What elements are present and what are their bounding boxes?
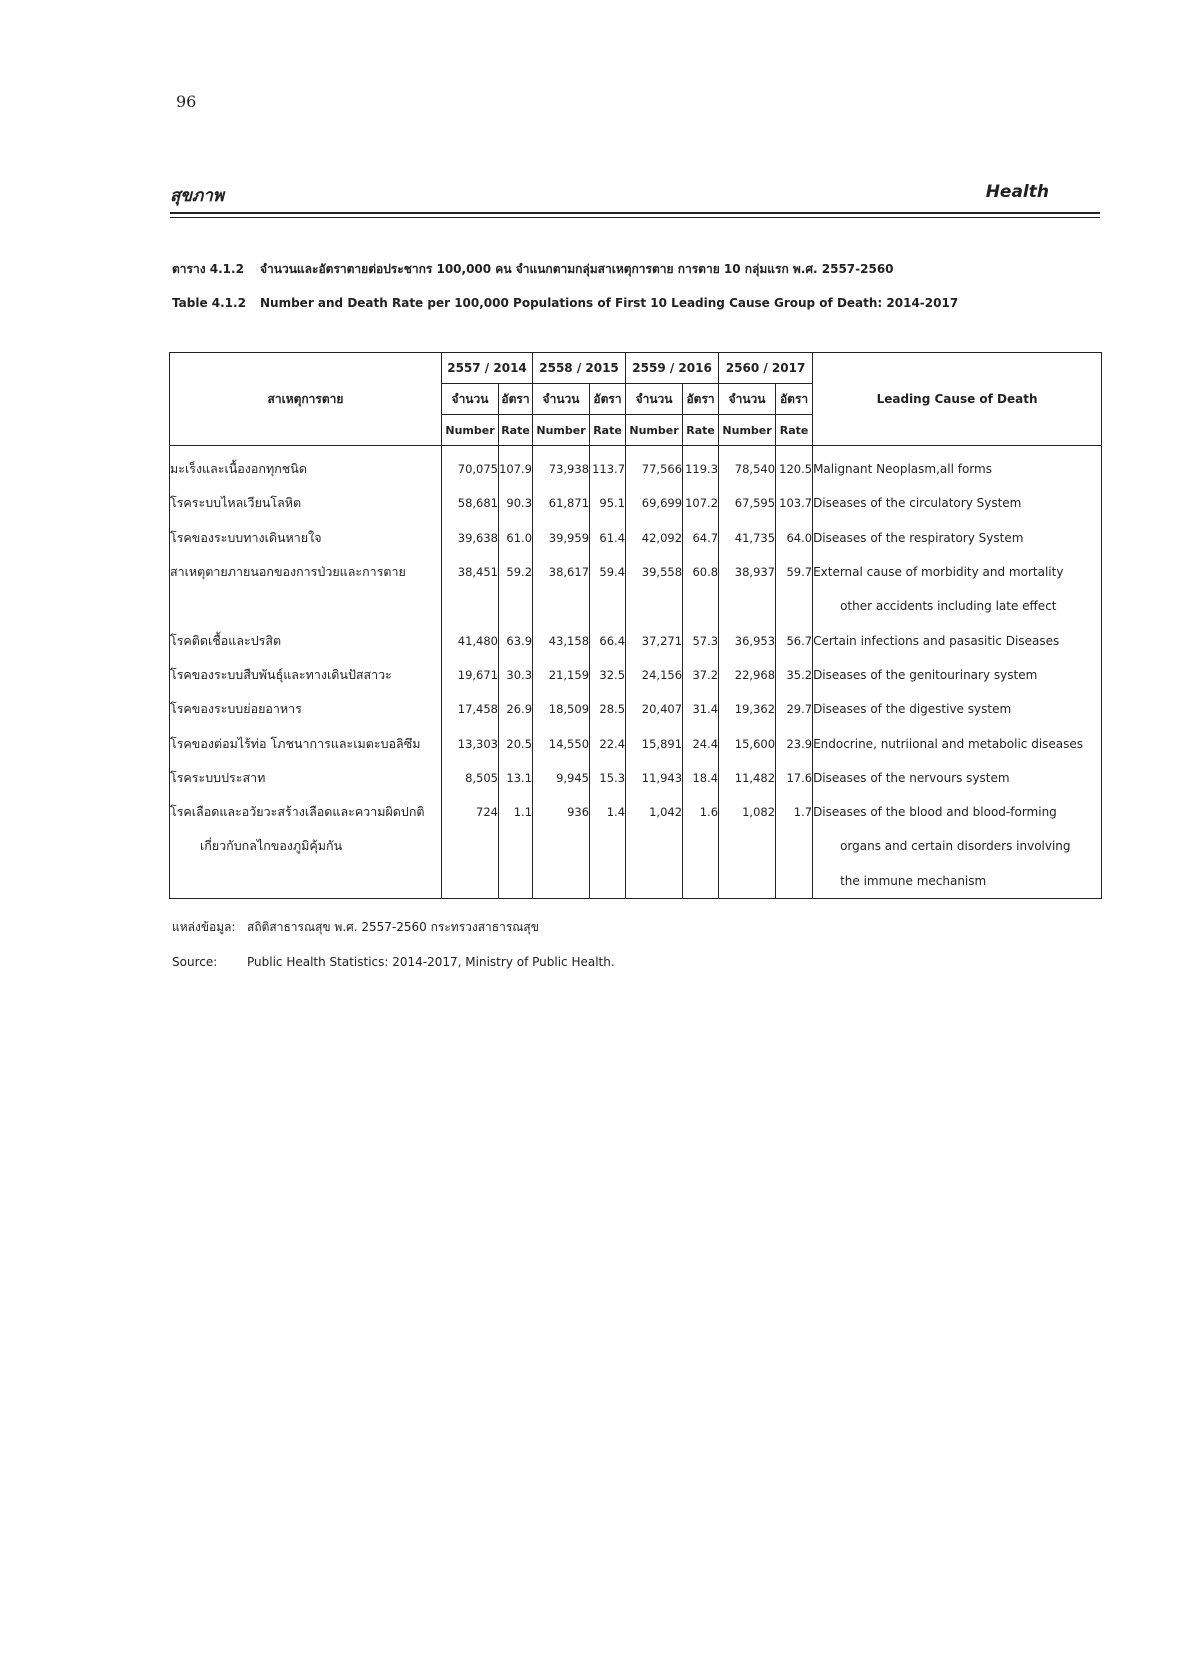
rate-cell: 1.4 bbox=[590, 795, 626, 829]
number-cell bbox=[719, 864, 776, 899]
table-row bbox=[170, 486, 1102, 520]
rate-cell: 95.1 bbox=[590, 486, 626, 520]
number-cell: 38,937 bbox=[719, 555, 776, 589]
cause-english-cell: Diseases of the nervours system bbox=[813, 761, 1102, 795]
number-cell: 19,362 bbox=[719, 692, 776, 726]
rate-cell: 32.5 bbox=[590, 658, 626, 692]
number-cell: 19,671 bbox=[442, 658, 499, 692]
source-english bbox=[172, 955, 615, 969]
number-english-header: Number bbox=[626, 415, 683, 446]
cause-english-cell: Diseases of the genitourinary system bbox=[813, 658, 1102, 692]
number-cell: 15,600 bbox=[719, 726, 776, 760]
table-row bbox=[170, 795, 1102, 829]
header-rule-thick bbox=[170, 212, 1100, 214]
rate-cell: 24.4 bbox=[683, 726, 719, 760]
number-cell: 11,482 bbox=[719, 761, 776, 795]
table-row bbox=[170, 658, 1102, 692]
rate-cell: 60.8 bbox=[683, 555, 719, 589]
cause-english-cell: Certain infections and pasasitic Diseases bbox=[813, 623, 1102, 657]
rate-cell bbox=[683, 864, 719, 899]
number-cell: 38,451 bbox=[442, 555, 499, 589]
rate-cell: 29.7 bbox=[776, 692, 813, 726]
rate-cell bbox=[499, 589, 533, 623]
rate-cell: 31.4 bbox=[683, 692, 719, 726]
number-english-header: Number bbox=[533, 415, 590, 446]
rate-cell: 30.3 bbox=[499, 658, 533, 692]
cause-thai-cell: โรคของระบบสืบพันธุ์และทางเดินปัสสาวะ bbox=[170, 658, 442, 692]
rate-cell bbox=[590, 589, 626, 623]
source-thai bbox=[172, 918, 539, 937]
table-row bbox=[170, 829, 1102, 863]
number-thai-header: จำนวน bbox=[533, 384, 590, 415]
rate-cell bbox=[776, 589, 813, 623]
number-cell: 724 bbox=[442, 795, 499, 829]
number-english-header: Number bbox=[442, 415, 499, 446]
number-cell bbox=[442, 829, 499, 863]
rate-cell: 119.3 bbox=[683, 446, 719, 487]
rate-cell bbox=[776, 864, 813, 899]
source-thai-text: สถิติสาธารณสุข พ.ศ. 2557-2560 กระทรวงสาธารณสุข bbox=[247, 920, 539, 934]
rate-cell bbox=[590, 829, 626, 863]
page-number: 96 bbox=[176, 92, 197, 111]
number-cell bbox=[719, 589, 776, 623]
cause-english-cell: other accidents including late effect bbox=[813, 589, 1102, 623]
rate-cell: 18.4 bbox=[683, 761, 719, 795]
rate-cell: 23.9 bbox=[776, 726, 813, 760]
table-row bbox=[170, 555, 1102, 589]
number-cell: 15,891 bbox=[626, 726, 683, 760]
rate-cell: 1.6 bbox=[683, 795, 719, 829]
number-cell bbox=[626, 829, 683, 863]
rate-english-header: Rate bbox=[499, 415, 533, 446]
rate-cell: 61.0 bbox=[499, 521, 533, 555]
number-thai-header: จำนวน bbox=[719, 384, 776, 415]
number-cell bbox=[533, 589, 590, 623]
number-cell bbox=[533, 864, 590, 899]
number-cell: 1,042 bbox=[626, 795, 683, 829]
death-rate-table bbox=[169, 352, 1102, 899]
rate-english-header: Rate bbox=[590, 415, 626, 446]
number-cell: 18,509 bbox=[533, 692, 590, 726]
year-header: 2558 / 2015 bbox=[533, 353, 626, 384]
rate-thai-header: อัตรา bbox=[683, 384, 719, 415]
number-thai-header: จำนวน bbox=[626, 384, 683, 415]
cause-thai-cell: โรคเลือดและอวัยวะสร้างเลือดและความผิดปกติ bbox=[170, 795, 442, 829]
cause-thai-header: สาเหตุการตาย bbox=[170, 353, 442, 446]
number-cell bbox=[533, 829, 590, 863]
cause-english-cell: the immune mechanism bbox=[813, 864, 1102, 899]
rate-cell: 64.7 bbox=[683, 521, 719, 555]
number-cell: 21,159 bbox=[533, 658, 590, 692]
table-row bbox=[170, 446, 1102, 487]
number-cell: 61,871 bbox=[533, 486, 590, 520]
rate-cell: 120.5 bbox=[776, 446, 813, 487]
number-cell: 43,158 bbox=[533, 623, 590, 657]
year-header: 2557 / 2014 bbox=[442, 353, 533, 384]
table-row bbox=[170, 521, 1102, 555]
number-cell: 58,681 bbox=[442, 486, 499, 520]
number-thai-header: จำนวน bbox=[442, 384, 499, 415]
cause-thai-cell: สาเหตุตายภายนอกของการป่วยและการตาย bbox=[170, 555, 442, 589]
number-cell: 20,407 bbox=[626, 692, 683, 726]
table-row bbox=[170, 726, 1102, 760]
rate-english-header: Rate bbox=[776, 415, 813, 446]
cause-thai-cell bbox=[170, 589, 442, 623]
number-cell: 13,303 bbox=[442, 726, 499, 760]
rate-cell: 57.3 bbox=[683, 623, 719, 657]
source-english-text: Public Health Statistics: 2014-2017, Ministry of Public Health. bbox=[247, 955, 615, 969]
cause-thai-cell: โรคติดเชื้อและปรสิต bbox=[170, 623, 442, 657]
rate-cell: 113.7 bbox=[590, 446, 626, 487]
number-cell bbox=[442, 864, 499, 899]
number-english-header: Number bbox=[719, 415, 776, 446]
cause-english-cell: organs and certain disorders involving bbox=[813, 829, 1102, 863]
rate-cell bbox=[683, 589, 719, 623]
rate-cell: 61.4 bbox=[590, 521, 626, 555]
cause-english-header: Leading Cause of Death bbox=[813, 353, 1102, 446]
rate-cell: 1.7 bbox=[776, 795, 813, 829]
source-thai-label: แหล่งข้อมูล: bbox=[172, 920, 236, 934]
number-cell: 38,617 bbox=[533, 555, 590, 589]
table-row bbox=[170, 623, 1102, 657]
number-cell: 37,271 bbox=[626, 623, 683, 657]
number-cell: 39,558 bbox=[626, 555, 683, 589]
number-cell: 67,595 bbox=[719, 486, 776, 520]
number-cell: 78,540 bbox=[719, 446, 776, 487]
cause-thai-cell: โรคของระบบย่อยอาหาร bbox=[170, 692, 442, 726]
table-row bbox=[170, 864, 1102, 899]
header-english-title: Health bbox=[985, 182, 1049, 202]
number-cell: 39,959 bbox=[533, 521, 590, 555]
cause-thai-cell: เกี่ยวกับกลไกของภูมิคุ้มกัน bbox=[170, 829, 442, 863]
rate-cell: 20.5 bbox=[499, 726, 533, 760]
year-header: 2559 / 2016 bbox=[626, 353, 719, 384]
number-cell bbox=[442, 589, 499, 623]
cause-thai-cell: มะเร็งและเนื้องอกทุกชนิด bbox=[170, 446, 442, 487]
cause-thai-cell: โรคระบบไหลเวียนโลหิต bbox=[170, 486, 442, 520]
table-title-english bbox=[172, 296, 958, 310]
number-cell: 77,566 bbox=[626, 446, 683, 487]
rate-cell: 59.2 bbox=[499, 555, 533, 589]
header-rule-thin bbox=[170, 217, 1100, 218]
rate-cell: 22.4 bbox=[590, 726, 626, 760]
rate-cell: 17.6 bbox=[776, 761, 813, 795]
number-cell: 69,699 bbox=[626, 486, 683, 520]
number-cell: 8,505 bbox=[442, 761, 499, 795]
rate-thai-header: อัตรา bbox=[499, 384, 533, 415]
rate-cell: 66.4 bbox=[590, 623, 626, 657]
number-cell: 9,945 bbox=[533, 761, 590, 795]
number-cell: 41,735 bbox=[719, 521, 776, 555]
rate-cell bbox=[683, 829, 719, 863]
rate-cell: 63.9 bbox=[499, 623, 533, 657]
rate-cell: 26.9 bbox=[499, 692, 533, 726]
header-thai-title: สุขภาพ bbox=[170, 186, 224, 206]
cause-thai-cell: โรคของระบบทางเดินหายใจ bbox=[170, 521, 442, 555]
rate-cell bbox=[590, 864, 626, 899]
cause-english-cell: Diseases of the blood and blood-forming bbox=[813, 795, 1102, 829]
cause-thai-cell: โรคระบบประสาท bbox=[170, 761, 442, 795]
rate-cell bbox=[776, 829, 813, 863]
table-row bbox=[170, 692, 1102, 726]
rate-cell: 37.2 bbox=[683, 658, 719, 692]
number-cell: 936 bbox=[533, 795, 590, 829]
rate-cell: 15.3 bbox=[590, 761, 626, 795]
rate-cell: 13.1 bbox=[499, 761, 533, 795]
cause-english-cell: Diseases of the digestive system bbox=[813, 692, 1102, 726]
rate-cell bbox=[499, 864, 533, 899]
rate-cell: 59.4 bbox=[590, 555, 626, 589]
cause-english-cell: Diseases of the respiratory System bbox=[813, 521, 1102, 555]
rate-cell: 56.7 bbox=[776, 623, 813, 657]
table-title-thai bbox=[172, 260, 894, 279]
number-cell: 36,953 bbox=[719, 623, 776, 657]
rate-cell: 107.2 bbox=[683, 486, 719, 520]
number-cell: 41,480 bbox=[442, 623, 499, 657]
source-english-label: Source: bbox=[172, 955, 218, 969]
rate-english-header: Rate bbox=[683, 415, 719, 446]
number-cell: 70,075 bbox=[442, 446, 499, 487]
table-title-english-text: Number and Death Rate per 100,000 Populations of First 10 Leading Cause Group of Death: 2014-2017 bbox=[260, 296, 959, 310]
table-row bbox=[170, 589, 1102, 623]
rate-cell: 107.9 bbox=[499, 446, 533, 487]
number-cell: 17,458 bbox=[442, 692, 499, 726]
number-cell bbox=[626, 589, 683, 623]
table-title-thai-text: จำนวนและอัตราตายต่อประชากร 100,000 คน จำแนกตามกลุ่มสาเหตุการตาย การตาย 10 กลุ่มแรก พ.ศ. 2557-2560 bbox=[260, 262, 894, 276]
number-cell: 22,968 bbox=[719, 658, 776, 692]
number-cell: 24,156 bbox=[626, 658, 683, 692]
table-row bbox=[170, 761, 1102, 795]
number-cell: 73,938 bbox=[533, 446, 590, 487]
cause-thai-cell: โรคของต่อมไร้ท่อ โภชนาการและเมตะบอลิซึม bbox=[170, 726, 442, 760]
rate-cell: 35.2 bbox=[776, 658, 813, 692]
rate-thai-header: อัตรา bbox=[590, 384, 626, 415]
cause-english-cell: Endocrine, nutriional and metabolic diseases bbox=[813, 726, 1102, 760]
cause-english-cell: External cause of morbidity and mortality bbox=[813, 555, 1102, 589]
rate-cell: 1.1 bbox=[499, 795, 533, 829]
number-cell: 11,943 bbox=[626, 761, 683, 795]
rate-cell: 28.5 bbox=[590, 692, 626, 726]
number-cell: 14,550 bbox=[533, 726, 590, 760]
number-cell: 1,082 bbox=[719, 795, 776, 829]
table-label-english: Table 4.1.2 bbox=[172, 296, 246, 310]
number-cell: 39,638 bbox=[442, 521, 499, 555]
number-cell: 42,092 bbox=[626, 521, 683, 555]
cause-english-cell: Diseases of the circulatory System bbox=[813, 486, 1102, 520]
cause-thai-cell bbox=[170, 864, 442, 899]
table-label-thai: ตาราง 4.1.2 bbox=[172, 262, 244, 276]
year-header: 2560 / 2017 bbox=[719, 353, 813, 384]
rate-cell bbox=[499, 829, 533, 863]
number-cell bbox=[626, 864, 683, 899]
rate-cell: 103.7 bbox=[776, 486, 813, 520]
rate-cell: 59.7 bbox=[776, 555, 813, 589]
number-cell bbox=[719, 829, 776, 863]
cause-english-cell: Malignant Neoplasm,all forms bbox=[813, 446, 1102, 487]
table-body bbox=[170, 446, 1102, 899]
rate-cell: 90.3 bbox=[499, 486, 533, 520]
rate-cell: 64.0 bbox=[776, 521, 813, 555]
rate-thai-header: อัตรา bbox=[776, 384, 813, 415]
